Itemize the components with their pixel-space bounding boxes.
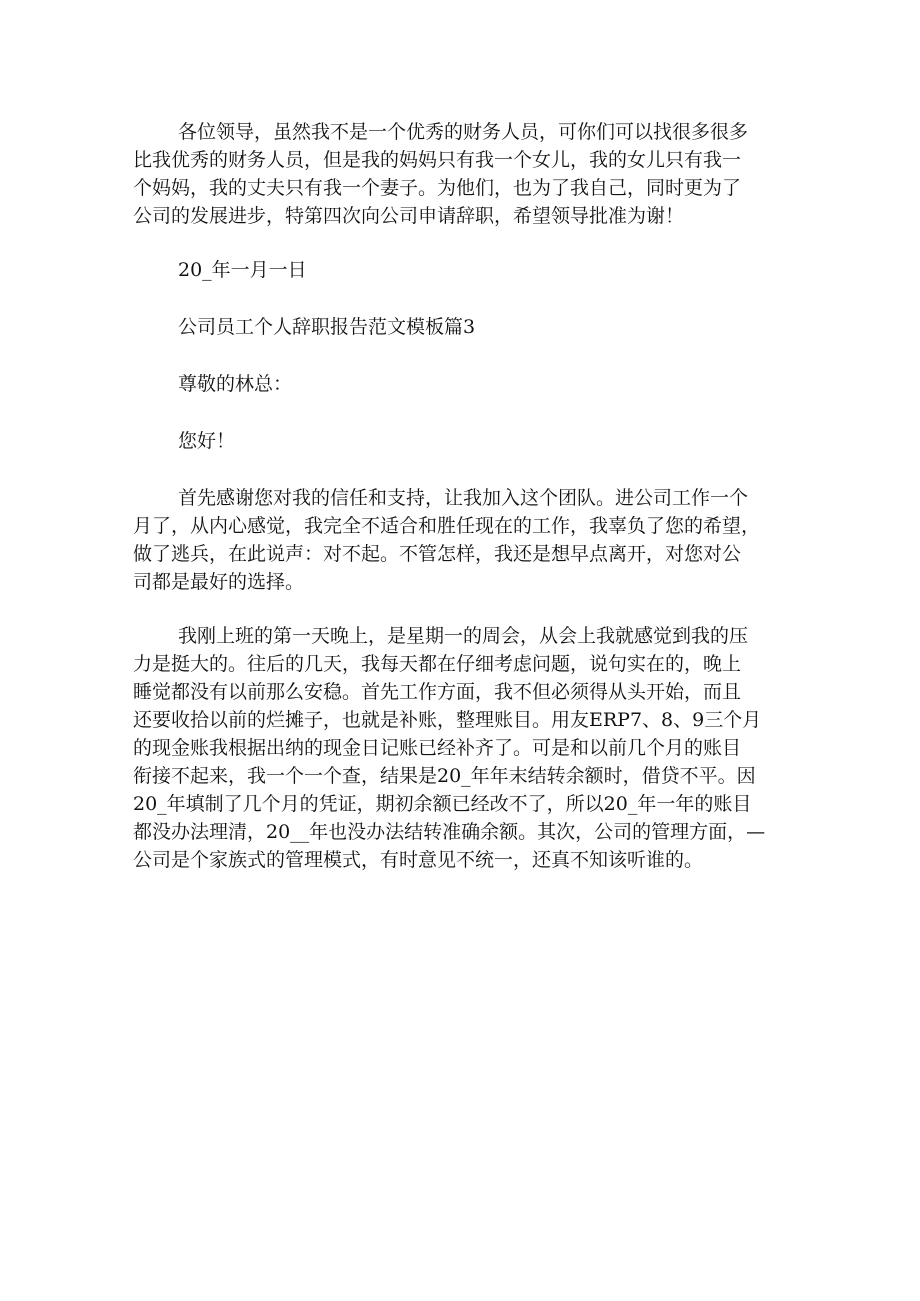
date-line: 20_年一月一日 — [178, 259, 307, 281]
paragraph-line: 力是挺大的。往后的几天，我每天都在仔细考虑问题，说句实在的，晚上 — [133, 653, 742, 675]
paragraph-line: 首先感谢您对我的信任和支持，让我加入这个团队。进公司工作一个 — [178, 487, 749, 509]
paragraph-line: 个妈妈，我的丈夫只有我一个妻子。为他们，也为了我自己，同时更为了 — [133, 177, 742, 199]
salutation: 尊敬的林总： — [178, 373, 293, 395]
paragraph-line: 各位领导，虽然我不是一个优秀的财务人员，可你们可以找很多很多 — [178, 121, 749, 143]
paragraph-line: 都没办法理清，20__年也没办法结转准确余额。其次，公司的管理方面，— — [133, 821, 766, 843]
paragraph-line: 还要收拾以前的烂摊子，也就是补账，整理账目。用友ERP7、8、9三个月 — [133, 709, 762, 731]
paragraph-line: 我刚上班的第一天晚上，是星期一的周会，从会上我就感觉到我的压 — [178, 625, 749, 647]
paragraph-line: 司都是最好的选择。 — [133, 571, 305, 593]
paragraph-line: 公司是个家族式的管理模式，有时意见不统一，还真不知该听谁的。 — [133, 849, 704, 871]
paragraph-line: 衔接不起来，我一个一个查，结果是20_年年末结转余额时，借贷不平。因 — [133, 765, 756, 787]
paragraph-line: 比我优秀的财务人员，但是我的妈妈只有我一个女儿，我的女儿只有我一 — [133, 149, 742, 171]
paragraph-thanks — [133, 484, 787, 596]
paragraph-line: 睡觉都没有以前那么安稳。首先工作方面，我不但必须得从头开始，而且 — [133, 681, 742, 703]
paragraph-resignation-plea — [133, 118, 787, 230]
paragraph-work-details — [133, 622, 787, 874]
paragraph-line: 公司的发展进步，特第四次向公司申请辞职，希望领导批准为谢！ — [133, 205, 685, 227]
paragraph-line: 月了，从内心感觉，我完全不适合和胜任现在的工作，我辜负了您的希望， — [133, 515, 761, 537]
greeting: 您好！ — [178, 430, 236, 452]
paragraph-line: 的现金账我根据出纳的现金日记账已经补齐了。可是和以前几个月的账目 — [133, 737, 742, 759]
section-heading: 公司员工个人辞职报告范文模板篇3 — [178, 316, 476, 338]
document-body — [133, 118, 787, 874]
paragraph-line: 20_年填制了几个月的凭证，期初余额已经改不了，所以20_年一年的账目 — [133, 793, 752, 815]
paragraph-line: 做了逃兵，在此说声：对不起。不管怎样，我还是想早点离开，对您对公 — [133, 543, 742, 565]
